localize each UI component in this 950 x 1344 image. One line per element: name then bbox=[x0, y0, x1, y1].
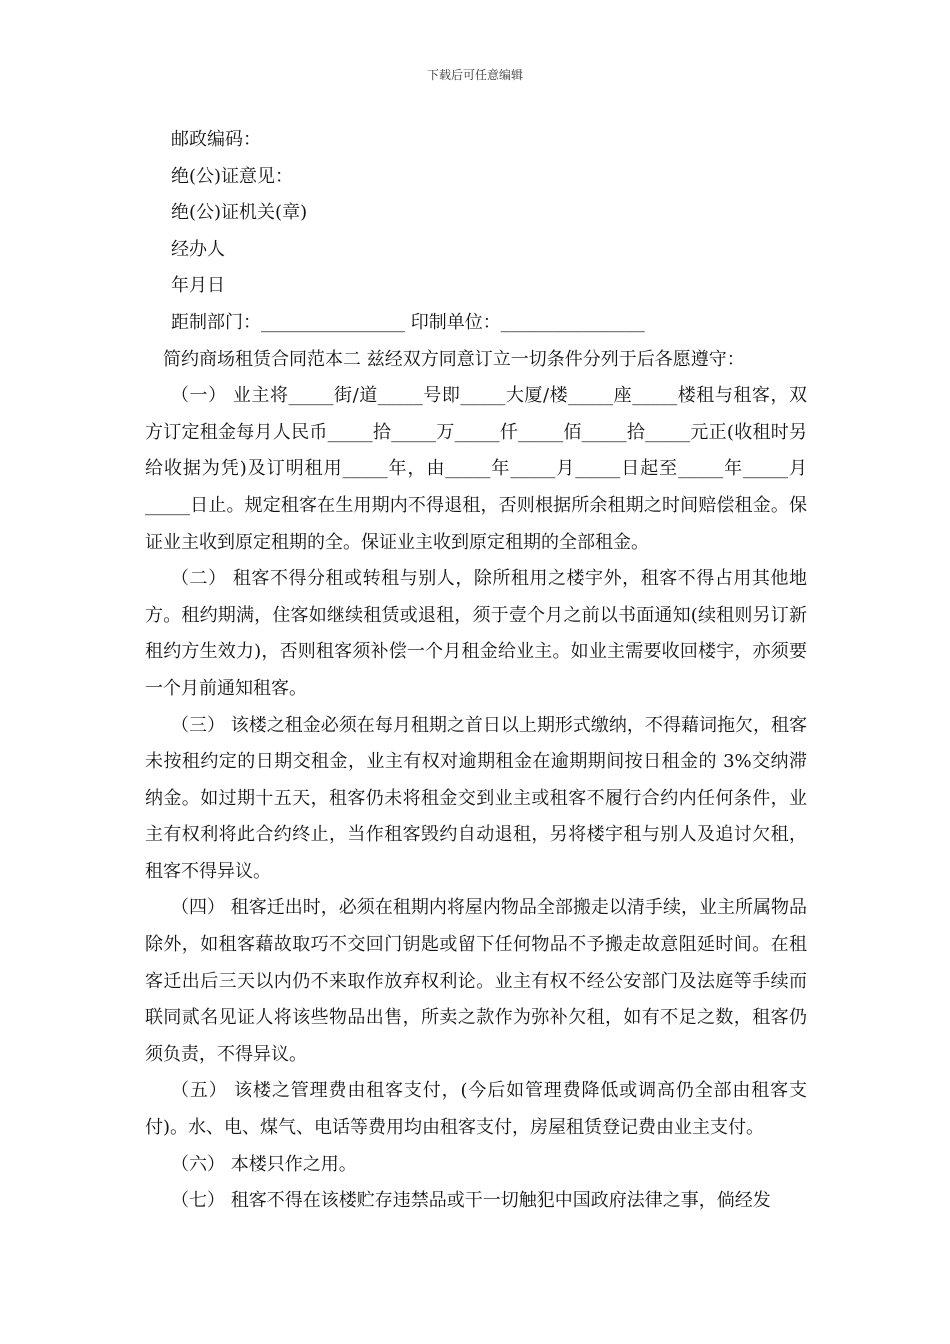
print-unit-line: 距制部门：________________ 印制单位：________________ bbox=[171, 311, 645, 333]
clause-1: （一） 业主将_____街/道_____号即_____大厦/楼_____座_____楼租与租客，双方订定租金每月人民币_____拾_____万_____仟_____佰_____拾_____元正(收租时另给收据为凭)及订明租用_____年，由_____年_____月_____日起至_____年_____月_____日止。规定租客在生用期内不得退租，否则根据所余租期之时间赔偿租金。保证业主收到原定租期的全。保证业主收到原定租期的全部租金。 bbox=[145, 385, 807, 553]
postal-code-line: 邮政编码： bbox=[171, 129, 261, 150]
clause-2: （二） 租客不得分租或转租与别人，除所租用之楼宇外，租客不得占用其他地方。租约期满，住客如继续租赁或退租，须于壹个月之前以书面通知(续租则另订新租约方生效力)，否则租客须补偿一个月租金给业主。如业主需要收回楼宇，亦须要一个月前通知租客。 bbox=[145, 568, 807, 699]
handler-line: 经办人 bbox=[171, 238, 225, 260]
clause-6: （六） 本楼只作之用。 bbox=[171, 1153, 357, 1175]
download-note: 下载后可任意编辑 bbox=[426, 68, 523, 82]
date-line: 年月日 bbox=[171, 275, 225, 297]
notary-office-line: 绝(公)证机关(章) bbox=[171, 202, 308, 224]
notary-opinion-line: 绝(公)证意见： bbox=[171, 165, 294, 187]
document-body bbox=[145, 122, 807, 1220]
contract-intro: 简约商场租赁合同范本二 兹经双方同意订立一切条件分列于后各愿遵守： bbox=[163, 348, 745, 370]
clause-3: （三） 该楼之租金必须在每月租期之首日以上期形式缴纳，不得藉词拖欠，租客未按租约定的日期交租金，业主有权对逾期租金在逾期期间按日租金的 3%交纳滞纳金。如过期十五天，租客仍未将租金交到业主或租客不履行合约内任何条件，业主有权利将此合约终止，当作租客毁约自动退租，另将楼宇租与别人及追讨欠租，租客不得异议。 bbox=[145, 714, 807, 882]
clause-4: （四） 租客迁出时，必须在租期内将屋内物品全部搬走以清手续，业主所属物品除外，如租客藉故取巧不交回门钥匙或留下任何物品不予搬走故意阻延时间。在租客迁出后三天以内仍不来取作放弃权利论。业主有权不经公安部门及法庭等手续而联同贰名见证人将该些物品出售，所卖之款作为弥补欠租，如有不足之数，租客仍须负责，不得异议。 bbox=[145, 897, 807, 1065]
clause-7: （七） 租客不得在该楼贮存违禁品或干一切触犯中国政府法律之事，倘经发 bbox=[171, 1190, 771, 1212]
clause-5: （五） 该楼之管理费由租客支付，(今后如管理费降低或调高仍全部由租客支付)。水、电、煤气、电话等费用均由租客支付，房屋租赁登记费由业主支付。 bbox=[145, 1080, 807, 1139]
